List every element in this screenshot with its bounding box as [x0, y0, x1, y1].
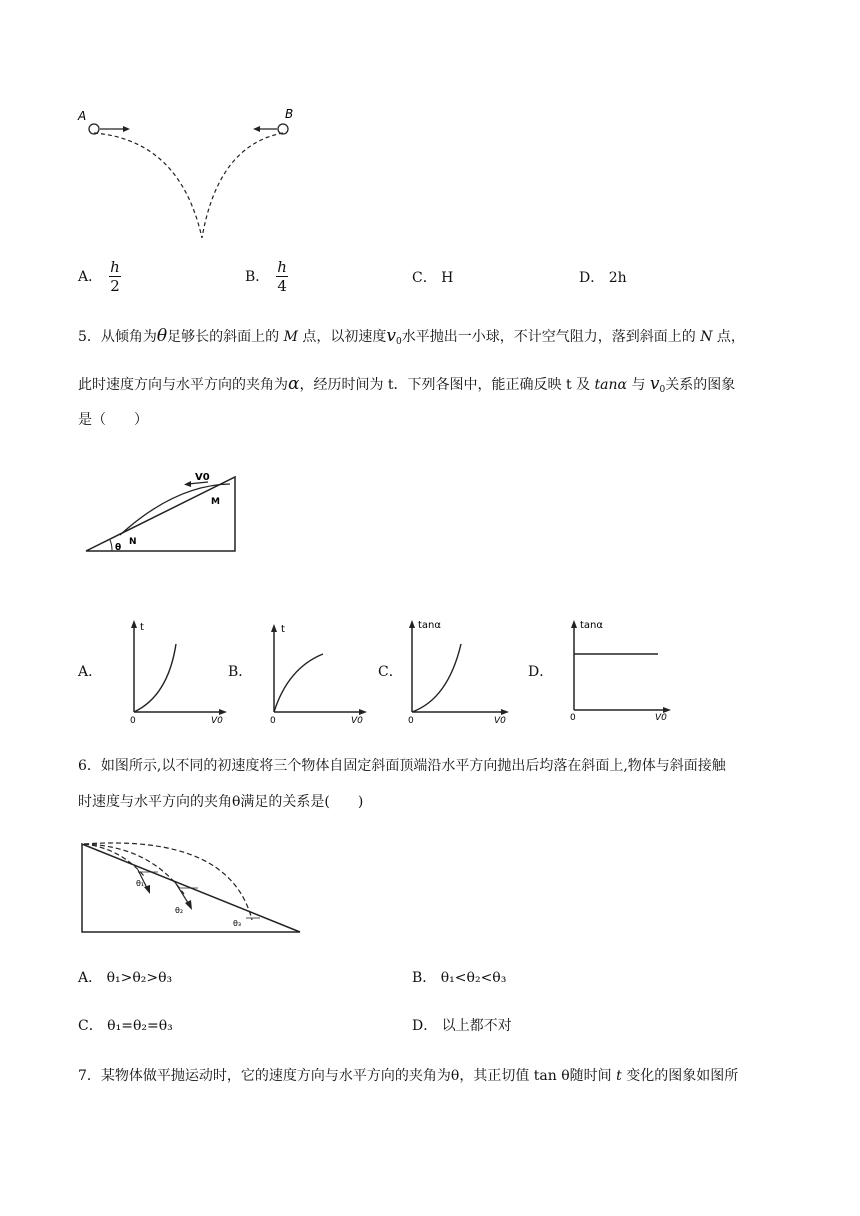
graph-b-y-label: t — [281, 624, 285, 635]
graph-a-y-label: t — [140, 622, 144, 633]
graph-c-curve — [412, 644, 461, 712]
q5-graph-a — [118, 616, 228, 728]
q5-graph-letter-c: C． — [378, 664, 403, 680]
graph-a-curve — [134, 644, 176, 712]
graph-c-x-label: V0 — [494, 716, 506, 726]
q6-option-a: A． θ₁>θ₂>θ₃ — [78, 970, 173, 986]
q6-line-2: 时速度与水平方向的夹角θ满足的关系是( ) — [78, 794, 364, 810]
graph-d-origin: 0 — [570, 713, 576, 723]
graph-a-x-label: V0 — [211, 716, 223, 726]
q6-line-1: 6．如图所示,以不同的初速度将三个物体自固定斜面顶端沿水平方向抛出后均落在斜面上,物体与斜面接触 — [78, 758, 726, 774]
q7-line-1: 7．某物体做平抛运动时，它的速度方向与水平方向的夹角为θ，其正切值 tan θ随时间 t 变化的图象如图所 — [78, 1068, 739, 1084]
q6-theta3-label: θ₃ — [233, 919, 242, 928]
q6-option-d: D． 以上都不对 — [412, 1018, 512, 1034]
q5-graph-b — [258, 618, 368, 728]
graph-c-y-label: tanα — [418, 620, 441, 631]
v0-arrow — [184, 481, 191, 487]
q6-option-c: C． θ₁=θ₂=θ₃ — [78, 1018, 173, 1034]
incline — [86, 477, 235, 551]
q4-label-b: B — [285, 107, 294, 121]
trajectory-b — [202, 133, 283, 238]
v0-label: V0 — [195, 472, 210, 483]
q5-line-3: 是（ ） — [78, 412, 148, 428]
q4-trajectory-figure — [70, 100, 310, 250]
graph-c-origin: 0 — [408, 716, 414, 726]
q4-option-a: A． $\frac{h}{2}$ — [78, 258, 120, 295]
q4-option-b: B． $\frac{h}{4}$ — [245, 258, 287, 295]
q5-graph-c — [396, 614, 511, 728]
q5-line-2: 此时速度方向与水平方向的夹角为α，经历时间为 t．下列各图中，能正确反映 t 及 tanα 与 $v_0$关系的图象 — [78, 374, 736, 395]
q4-option-d: D． 2h — [579, 270, 627, 286]
ball-a — [89, 124, 99, 134]
q5-line-1: 5．从倾角为θ足够长的斜面上的 M 点，以初速度$v_0$水平抛出一小球，不计空气阻力，落到斜面上的 N 点， — [78, 326, 745, 347]
q5-trajectory — [120, 484, 230, 535]
q6-theta1-label: θ₁ — [136, 879, 145, 888]
n-label: N — [129, 537, 137, 547]
q4-option-c: C． H — [412, 270, 454, 286]
graph-b-x-label: V0 — [351, 716, 363, 726]
ball-b — [278, 124, 288, 134]
q5-graph-letter-d: D． — [528, 664, 554, 680]
m-label: M — [211, 497, 220, 507]
graph-a-origin: 0 — [130, 716, 136, 726]
graph-d-x-label: V0 — [655, 713, 667, 723]
q6-incline-figure — [80, 840, 305, 936]
graph-b-curve — [274, 654, 323, 712]
theta-label: θ — [115, 543, 122, 553]
q5-graph-letter-a: A． — [78, 664, 103, 680]
graph-d-y-label: tanα — [580, 620, 603, 631]
q4-label-a: A — [78, 109, 87, 123]
q6-theta2-label: θ₂ — [175, 906, 184, 915]
trajectory-a — [94, 133, 202, 238]
graph-b-origin: 0 — [270, 716, 276, 726]
q5-incline-figure — [80, 470, 245, 560]
q6-option-b: B． θ₁<θ₂<θ₃ — [412, 970, 507, 986]
q5-graph-letter-b: B． — [228, 664, 253, 680]
q5-graph-d — [558, 614, 673, 726]
